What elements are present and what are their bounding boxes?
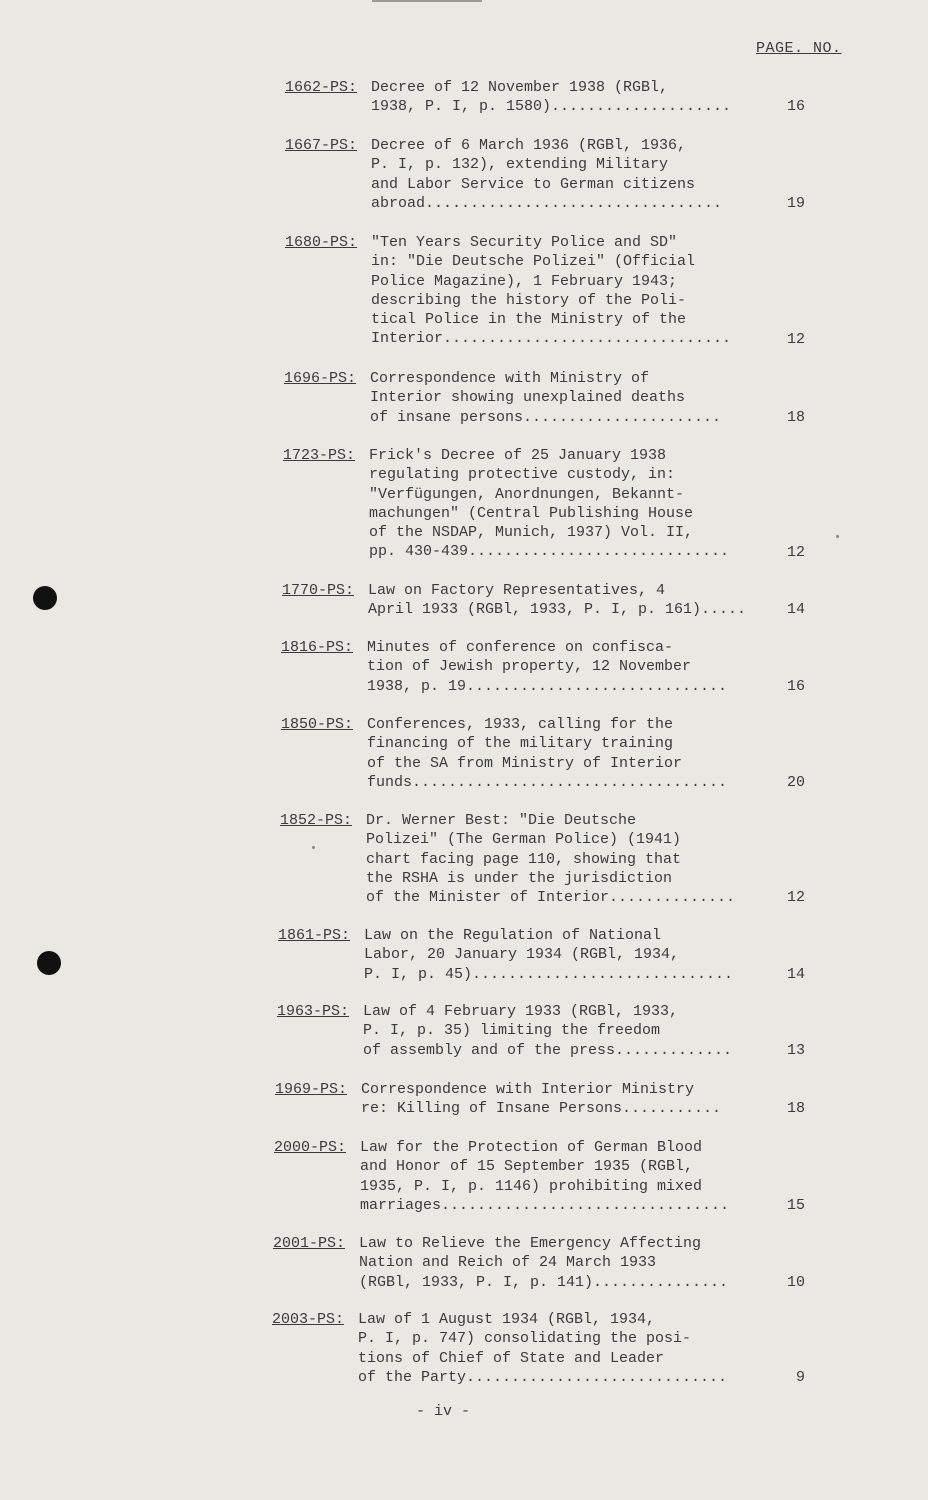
document-code: 1969-PS: <box>275 1081 348 1098</box>
description-line: Conferences, 1933, calling for the <box>367 716 674 733</box>
description-line: Labor, 20 January 1934 (RGBl, 1934, <box>364 946 680 964</box>
description-line: Police Magazine), 1 February 1943; <box>371 272 678 290</box>
description-line: the RSHA is under the jurisdiction <box>366 869 673 887</box>
document-code: 1696-PS: <box>284 370 357 387</box>
description-line: "Verfügungen, Anordnungen, Bekannt- <box>369 485 685 503</box>
page-number: 18 <box>786 408 805 426</box>
entry-description <box>360 1138 762 1215</box>
description-line: 1938, P. I, p. 1580).................... <box>371 98 732 116</box>
document-code: 1723-PS: <box>283 447 356 464</box>
document-code: 2003-PS: <box>272 1311 345 1328</box>
description-line: of the Minister of Interior.............. <box>366 889 736 907</box>
document-code: 1680-PS: <box>285 234 358 251</box>
entry-description <box>358 1310 760 1387</box>
description-line: Minutes of conference on confisca- <box>367 639 674 656</box>
description-line: Interior showing unexplained deaths <box>370 389 686 407</box>
description-line: P. I, p. 35) limiting the freedom <box>363 1022 661 1040</box>
entry-description <box>361 1080 763 1119</box>
description-line: Decree of 6 March 1936 (RGBl, 1936, <box>371 137 687 154</box>
document-code: 1662-PS: <box>285 79 358 96</box>
page-number: 10 <box>786 1273 805 1291</box>
description-line: chart facing page 110, showing that <box>366 850 682 868</box>
description-line: financing of the military training <box>367 735 674 753</box>
document-code: 1850-PS: <box>281 716 354 733</box>
entry-description <box>371 78 773 117</box>
page-number: 14 <box>786 601 805 619</box>
description-line: Correspondence with Interior Ministry <box>361 1081 695 1098</box>
description-line: Polizei" (The German Police) (1941) <box>366 831 682 849</box>
top-edge-mark <box>372 0 482 2</box>
page-number: 18 <box>786 1100 805 1118</box>
description-line: machungen" (Central Publishing House <box>369 504 694 522</box>
description-line: tical Police in the Ministry of the <box>371 311 687 329</box>
description-line: regulating protective custody, in: <box>369 466 676 484</box>
description-line: of the NSDAP, Munich, 1937) Vol. II, <box>369 524 694 542</box>
description-line: and Honor of 15 September 1935 (RGBl, <box>360 1158 694 1176</box>
description-line: Law of 4 February 1933 (RGBl, 1933, <box>363 1003 679 1020</box>
document-code: 1667-PS: <box>285 137 358 154</box>
page-number: 9 <box>795 1368 805 1386</box>
description-line: "Ten Years Security Police and SD" <box>371 234 678 251</box>
description-line: P. I, p. 132), extending Military <box>371 156 669 174</box>
description-line: funds................................... <box>367 773 728 791</box>
entry-description <box>367 715 769 792</box>
description-line: Nation and Reich of 24 March 1933 <box>359 1254 657 1272</box>
entry-description <box>366 811 768 907</box>
paper-speck <box>312 846 315 849</box>
page-number: 12 <box>786 889 805 907</box>
description-line: of the Party............................. <box>358 1368 728 1386</box>
description-line: Correspondence with Ministry of <box>370 370 650 387</box>
entry-description <box>363 1002 765 1060</box>
description-line: Law on Factory Representatives, 4 <box>368 582 666 599</box>
description-line: of insane persons...................... <box>370 408 722 426</box>
binder-hole-lower <box>37 951 61 975</box>
page-number: 19 <box>786 194 805 212</box>
description-line: Decree of 12 November 1938 (RGBl, <box>371 79 669 96</box>
entry-description <box>364 926 766 984</box>
description-line: Frick's Decree of 25 January 1938 <box>369 447 667 464</box>
document-code: 2001-PS: <box>273 1235 346 1252</box>
description-line: pp. 430-439............................. <box>369 543 730 561</box>
description-line: marriages................................ <box>360 1196 730 1214</box>
document-code: 1861-PS: <box>278 927 351 944</box>
entry-description <box>370 369 772 427</box>
description-line: Law to Relieve the Emergency Affecting <box>359 1235 702 1252</box>
entry-description <box>367 638 769 696</box>
page-footer-number: - iv - <box>416 1403 471 1420</box>
description-line: Law for the Protection of German Blood <box>360 1139 703 1156</box>
entry-description <box>359 1234 761 1292</box>
description-line: (RGBl, 1933, P. I, p. 141)............... <box>359 1273 729 1291</box>
description-line: tions of Chief of State and Leader <box>358 1349 665 1367</box>
description-line: 1935, P. I, p. 1146) prohibiting mixed <box>360 1177 703 1195</box>
document-code: 1963-PS: <box>277 1003 350 1020</box>
page-number: 12 <box>786 543 805 561</box>
page-number: 16 <box>786 677 805 695</box>
description-line: P. I, p. 747) consolidating the posi- <box>358 1330 692 1348</box>
description-line: in: "Die Deutsche Polizei" (Official <box>371 253 696 271</box>
document-code: 2000-PS: <box>274 1139 347 1156</box>
description-line: P. I, p. 45)............................. <box>364 965 734 983</box>
page-number: 16 <box>786 98 805 116</box>
description-line: Law of 1 August 1934 (RGBl, 1934, <box>358 1311 656 1328</box>
document-code: 1852-PS: <box>280 812 353 829</box>
binder-hole-upper <box>33 586 57 610</box>
description-line: Dr. Werner Best: "Die Deutsche <box>366 812 637 829</box>
description-line: Law on the Regulation of National <box>364 927 662 944</box>
description-line: re: Killing of Insane Persons........... <box>361 1100 722 1118</box>
description-line: April 1933 (RGBl, 1933, P. I, p. 161)..... <box>368 601 747 619</box>
description-line: of the SA from Ministry of Interior <box>367 754 683 772</box>
page-no-column-header: PAGE. NO. <box>756 40 842 57</box>
description-line: of assembly and of the press............. <box>363 1041 733 1059</box>
entry-description <box>371 233 773 349</box>
entry-description <box>369 446 771 562</box>
document-code: 1816-PS: <box>281 639 354 656</box>
document-code: 1770-PS: <box>282 582 355 599</box>
paper-speck <box>836 535 839 538</box>
description-line: abroad................................. <box>371 194 723 212</box>
description-line: 1938, p. 19............................. <box>367 677 728 695</box>
entry-description <box>368 581 770 620</box>
description-line: describing the history of the Poli- <box>371 291 687 309</box>
description-line: and Labor Service to German citizens <box>371 175 696 193</box>
description-line: Interior................................ <box>371 330 732 348</box>
page-number: 13 <box>786 1041 805 1059</box>
page-number: 12 <box>786 330 805 348</box>
page-number: 20 <box>786 773 805 791</box>
page-number: 15 <box>786 1196 805 1214</box>
page-number: 14 <box>786 965 805 983</box>
entry-description <box>371 136 773 213</box>
description-line: tion of Jewish property, 12 November <box>367 658 692 676</box>
